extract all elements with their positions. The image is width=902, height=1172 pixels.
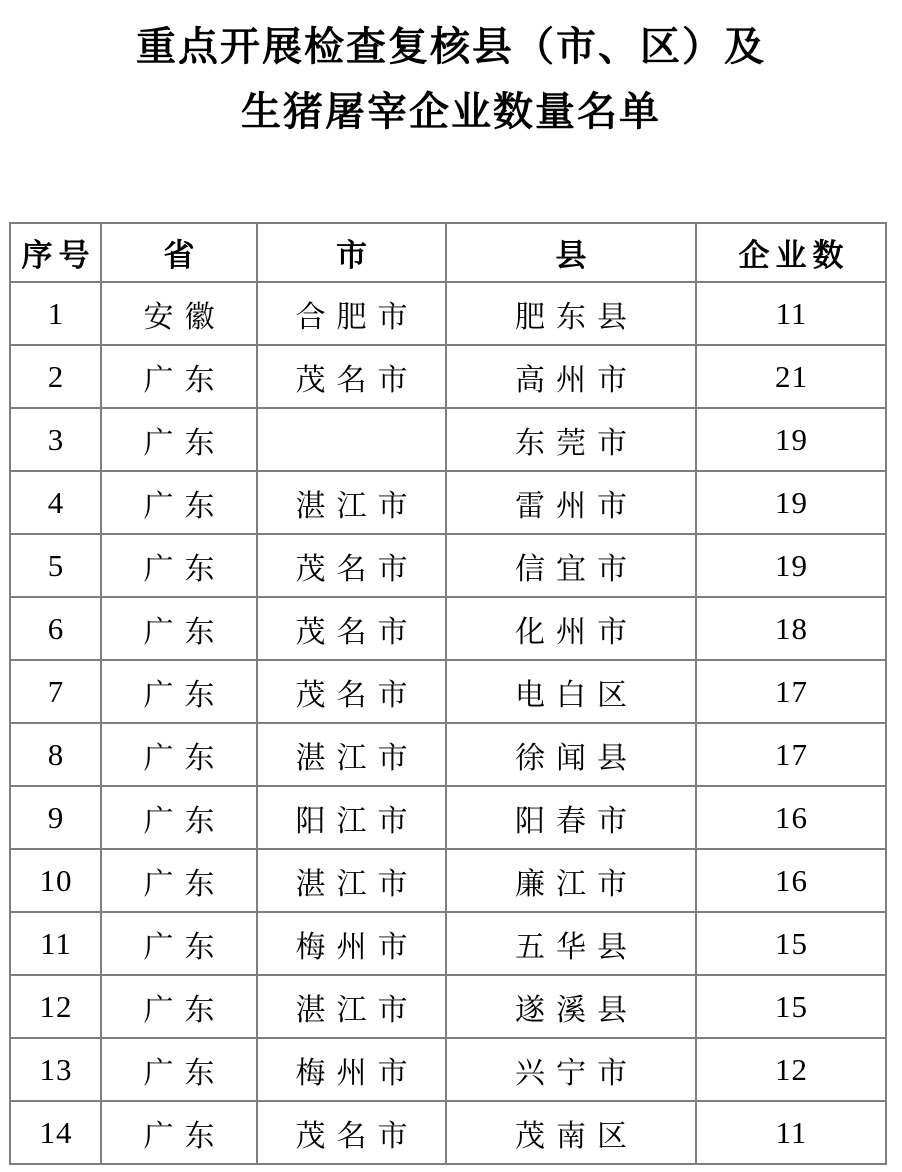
enterprise-count-cell: 11	[696, 282, 886, 345]
table-row	[10, 1038, 886, 1101]
enterprise-count-cell: 17	[696, 723, 886, 786]
city-cell: 湛江市	[257, 471, 446, 534]
enterprise-count-cell: 17	[696, 660, 886, 723]
table-row	[10, 786, 886, 849]
county-cell: 化州市	[446, 597, 696, 660]
row-number-cell: 14	[10, 1101, 101, 1164]
city-cell: 茂名市	[257, 597, 446, 660]
table-row	[10, 282, 886, 345]
row-number-cell: 11	[10, 912, 101, 975]
table-row	[10, 471, 886, 534]
column-header-city: 市	[257, 223, 446, 282]
row-number-cell: 12	[10, 975, 101, 1038]
county-cell: 茂南区	[446, 1101, 696, 1164]
row-number-cell: 2	[10, 345, 101, 408]
enterprise-count-cell: 12	[696, 1038, 886, 1101]
city-cell: 阳江市	[257, 786, 446, 849]
city-cell: 湛江市	[257, 975, 446, 1038]
title-line-1: 重点开展检查复核县（市、区）及	[136, 24, 766, 69]
city-cell: 茂名市	[257, 345, 446, 408]
enterprise-count-cell: 15	[696, 975, 886, 1038]
table-body	[10, 282, 886, 1164]
column-header-index: 序号	[10, 223, 101, 282]
enterprise-count-cell: 15	[696, 912, 886, 975]
enterprise-count-cell: 18	[696, 597, 886, 660]
city-cell: 湛江市	[257, 723, 446, 786]
province-cell: 广东	[101, 597, 257, 660]
province-cell: 广东	[101, 408, 257, 471]
row-number-cell: 13	[10, 1038, 101, 1101]
province-cell: 广东	[101, 1038, 257, 1101]
province-cell: 广东	[101, 912, 257, 975]
county-cell: 雷州市	[446, 471, 696, 534]
city-cell: 梅州市	[257, 912, 446, 975]
row-number-cell: 8	[10, 723, 101, 786]
enterprise-count-table	[9, 222, 887, 1165]
county-cell: 高州市	[446, 345, 696, 408]
column-header-enterprise-count: 企业数	[696, 223, 886, 282]
row-number-cell: 10	[10, 849, 101, 912]
enterprise-count-cell: 19	[696, 534, 886, 597]
city-cell: 梅州市	[257, 1038, 446, 1101]
province-cell: 广东	[101, 849, 257, 912]
row-number-cell: 3	[10, 408, 101, 471]
title-line-2: 生猪屠宰企业数量名单	[241, 89, 661, 134]
county-cell: 东莞市	[446, 408, 696, 471]
column-header-county: 县	[446, 223, 696, 282]
city-cell: 茂名市	[257, 1101, 446, 1164]
enterprise-count-cell: 21	[696, 345, 886, 408]
table-row	[10, 912, 886, 975]
table-row	[10, 660, 886, 723]
table-row	[10, 849, 886, 912]
county-cell: 徐闻县	[446, 723, 696, 786]
column-header-province: 省	[101, 223, 257, 282]
province-cell: 安徽	[101, 282, 257, 345]
province-cell: 广东	[101, 723, 257, 786]
city-cell: 茂名市	[257, 534, 446, 597]
table-row	[10, 975, 886, 1038]
row-number-cell: 5	[10, 534, 101, 597]
province-cell: 广东	[101, 975, 257, 1038]
province-cell: 广东	[101, 471, 257, 534]
row-number-cell: 1	[10, 282, 101, 345]
province-cell: 广东	[101, 534, 257, 597]
province-cell: 广东	[101, 660, 257, 723]
table-row	[10, 408, 886, 471]
enterprise-count-cell: 16	[696, 786, 886, 849]
province-cell: 广东	[101, 1101, 257, 1164]
county-cell: 兴宁市	[446, 1038, 696, 1101]
enterprise-count-cell: 19	[696, 408, 886, 471]
city-cell: 合肥市	[257, 282, 446, 345]
table-row	[10, 597, 886, 660]
row-number-cell: 7	[10, 660, 101, 723]
city-cell: 茂名市	[257, 660, 446, 723]
table-row	[10, 723, 886, 786]
county-cell: 廉江市	[446, 849, 696, 912]
province-cell: 广东	[101, 345, 257, 408]
table-row	[10, 345, 886, 408]
row-number-cell: 9	[10, 786, 101, 849]
city-cell	[257, 408, 446, 471]
table-row	[10, 534, 886, 597]
county-cell: 信宜市	[446, 534, 696, 597]
row-number-cell: 6	[10, 597, 101, 660]
county-cell: 五华县	[446, 912, 696, 975]
enterprise-count-cell: 11	[696, 1101, 886, 1164]
province-cell: 广东	[101, 786, 257, 849]
county-cell: 电白区	[446, 660, 696, 723]
city-cell: 湛江市	[257, 849, 446, 912]
enterprise-count-cell: 16	[696, 849, 886, 912]
county-cell: 遂溪县	[446, 975, 696, 1038]
document-title	[0, 0, 902, 144]
county-cell: 肥东县	[446, 282, 696, 345]
enterprise-count-cell: 19	[696, 471, 886, 534]
county-cell: 阳春市	[446, 786, 696, 849]
table-header-row	[10, 223, 886, 282]
row-number-cell: 4	[10, 471, 101, 534]
table-row	[10, 1101, 886, 1164]
